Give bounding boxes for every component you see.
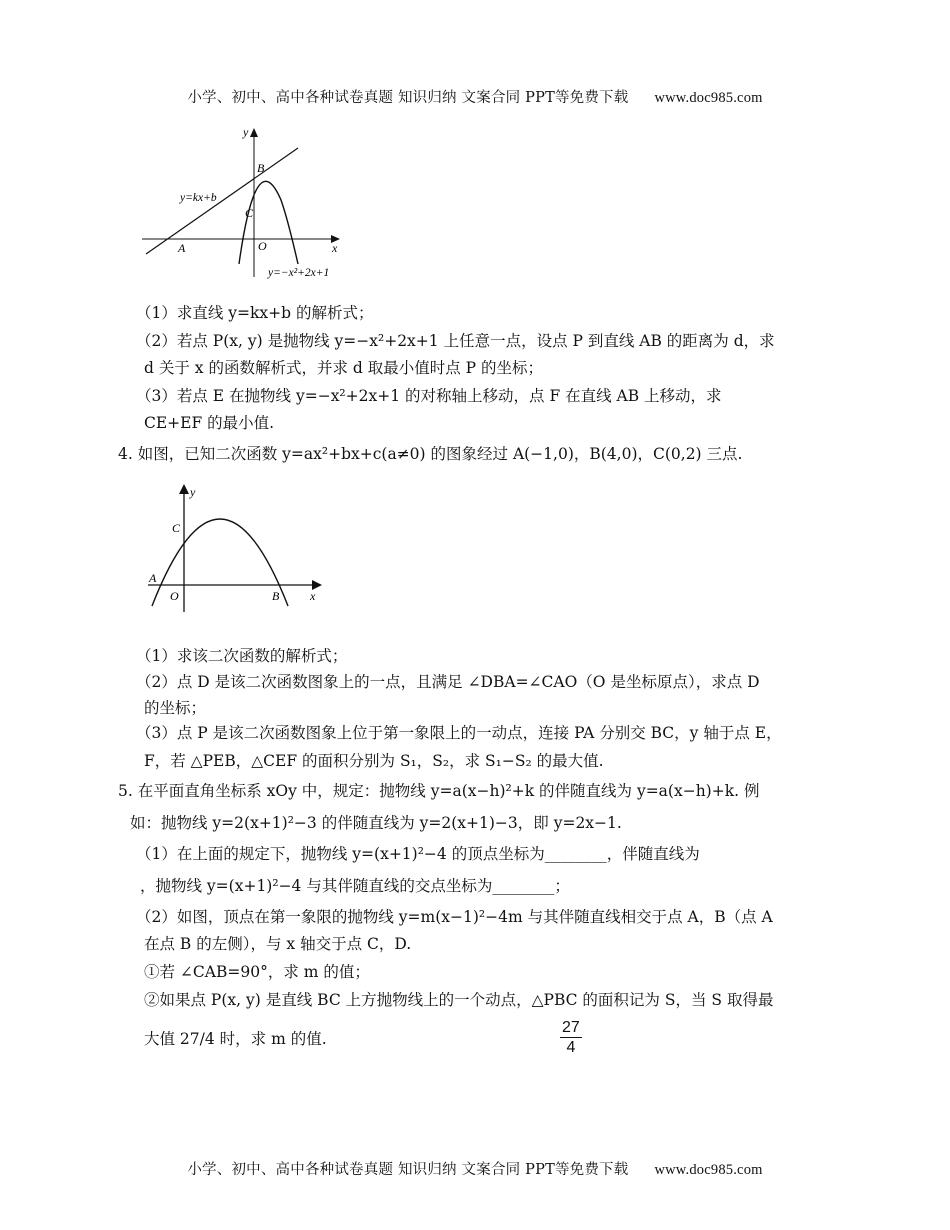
q4-stem: 4. 如图，已知二次函数 y=ax²+bx+c(a≠0) 的图象经过 A(−1,0)，B(4,0)，C(0,2) 三点. bbox=[118, 445, 743, 463]
fraction-numerator: 27 bbox=[562, 1019, 580, 1036]
fig2-y-arrow bbox=[179, 484, 189, 494]
q5-stem-line1: 5. 在平面直角坐标系 xOy 中，规定：抛物线 y=a(x−h)²+k 的伴随直线为 y=a(x−h)+k. 例 bbox=[118, 782, 760, 800]
q5-part1-line1: （1）在上面的规定下，抛物线 y=(x+1)²−4 的顶点坐标为________，伴随直线为 bbox=[136, 845, 700, 863]
fig1-point-c-label: C bbox=[245, 206, 254, 220]
q5-sub2-line1: ②如果点 P(x, y) 是直线 BC 上方抛物线上的一个动点，△PBC 的面积记为 S，当 S 取得最 bbox=[144, 991, 774, 1009]
q5-stem-line2: 如：抛物线 y=2(x+1)²−3 的伴随直线为 y=2(x+1)−3，即 y=2x−1. bbox=[130, 814, 622, 832]
page-header bbox=[0, 86, 950, 107]
fig2-x-label: x bbox=[310, 589, 316, 603]
fig1-y-arrow bbox=[250, 128, 258, 137]
fig2-point-c-label: C bbox=[172, 521, 181, 535]
fig2-origin-label: O bbox=[170, 589, 179, 603]
fig1-y-label: y bbox=[243, 125, 249, 139]
q4-part1: （1）求该二次函数的解析式； bbox=[136, 647, 348, 665]
q5-part2-line1: （2）如图，顶点在第一象限的抛物线 y=m(x−1)²−4m 与其伴随直线相交于点 A，B（点 A bbox=[136, 908, 773, 926]
fig1-line-label: y=kx+b bbox=[180, 192, 217, 204]
fig1-x-label: x bbox=[332, 241, 338, 255]
fig1-point-b-label: B bbox=[257, 161, 265, 175]
q3-part3-line2: CE+EF 的最小值. bbox=[144, 414, 275, 432]
fraction-denominator: 4 bbox=[566, 1039, 576, 1056]
fig1-origin-label: O bbox=[258, 239, 267, 253]
footer-site-link[interactable]: www.doc985.com bbox=[654, 1162, 763, 1178]
q4-part2-line1: （2）点 D 是该二次函数图象上的一点，且满足 ∠DBA=∠CAO（O 是坐标原点），求点 D bbox=[136, 673, 760, 691]
q3-part2-line2: d 关于 x 的函数解析式，并求 d 取最小值时点 P 的坐标； bbox=[144, 359, 544, 377]
fig2-y-label: y bbox=[190, 485, 196, 499]
q3-part1: （1）求直线 y=kx+b 的解析式； bbox=[136, 304, 374, 322]
page-footer bbox=[0, 1158, 950, 1179]
figure-1-graph bbox=[136, 122, 356, 282]
q5-part2-line2: 在点 B 的左侧），与 x 轴交于点 C，D. bbox=[144, 935, 412, 953]
q4-part3-line2: F，若 △PEB，△CEF 的面积分别为 S₁，S₂，求 S₁−S₂ 的最大值. bbox=[144, 752, 604, 770]
footer-text: 小学、初中、高中各种试卷真题 知识归纳 文案合同 PPT等免费下载 bbox=[187, 1162, 629, 1178]
fig2-point-a-label: A bbox=[149, 571, 157, 585]
q4-part3-line1: （3）点 P 是该二次函数图象上位于第一象限上的一动点，连接 PA 分别交 BC，y 轴于点 E， bbox=[136, 724, 782, 742]
q5-sub1: ①若 ∠CAB=90°，求 m 的值； bbox=[144, 963, 370, 981]
figure-2-graph bbox=[140, 482, 330, 617]
header-site-link[interactable]: www.doc985.com bbox=[654, 90, 763, 106]
fig1-point-a-label: A bbox=[178, 241, 186, 255]
q3-part2-line1: （2）若点 P(x, y) 是抛物线 y=−x²+2x+1 上任意一点，设点 P 到直线 AB 的距离为 d，求 bbox=[136, 332, 775, 350]
fig1-line-ab bbox=[146, 148, 298, 254]
max-value-fraction bbox=[560, 1018, 582, 1057]
q5-sub2-line2: 大值 27/4 时，求 m 的值. bbox=[144, 1030, 327, 1048]
q3-part3-line1: （3）若点 E 在抛物线 y=−x²+2x+1 的对称轴上移动，点 F 在直线 AB 上移动，求 bbox=[136, 387, 722, 405]
q4-part2-line2: 的坐标； bbox=[144, 699, 207, 717]
fig1-parabola-label: y=−x²+2x+1 bbox=[268, 267, 330, 279]
fig2-point-b-label: B bbox=[272, 589, 280, 603]
header-text: 小学、初中、高中各种试卷真题 知识归纳 文案合同 PPT等免费下载 bbox=[187, 90, 629, 106]
q5-part1-line2: ，抛物线 y=(x+1)²−4 与其伴随直线的交点坐标为________； bbox=[140, 877, 570, 895]
fig1-parabola bbox=[239, 181, 298, 264]
